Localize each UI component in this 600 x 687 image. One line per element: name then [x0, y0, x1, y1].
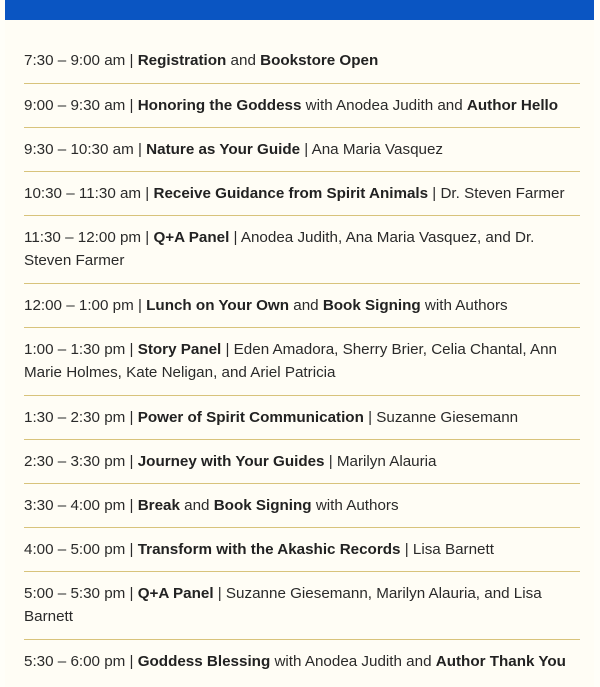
schedule-text: and — [289, 297, 323, 314]
schedule-text: 10:30 – 11:30 am | — [24, 185, 154, 202]
session-title: Book Signing — [322, 297, 421, 314]
schedule-text: and — [179, 497, 214, 514]
schedule-text: and — [226, 52, 261, 69]
session-title: Journey with Your Guides — [137, 453, 325, 470]
schedule-text: with Anodea Judith and — [301, 97, 467, 114]
session-title: Nature as Your Guide — [146, 141, 301, 158]
schedule-text: 3:30 – 4:00 pm | — [24, 497, 138, 514]
schedule-text: | Suzanne Giesemann, Marilyn Alauria, and Lisa Barnett — [24, 585, 542, 625]
schedule-item — [24, 528, 580, 572]
session-title: Receive Guidance from Spirit Animals — [153, 185, 429, 202]
schedule-text: 5:30 – 6:00 pm | — [24, 653, 138, 670]
schedule-text: | Marilyn Alauria — [324, 453, 437, 470]
schedule-text: 5:00 – 5:30 pm | — [24, 585, 138, 602]
schedule-text: | Anodea Judith, Ana Maria Vasquez, and Dr. Steven Farmer — [24, 229, 535, 269]
schedule-item — [24, 216, 580, 284]
schedule-text: with Authors — [420, 297, 508, 314]
schedule-text: 1:30 – 2:30 pm | — [24, 409, 138, 426]
schedule-text: 11:30 – 12:00 pm | — [24, 229, 154, 246]
session-title: Honoring the Goddess — [137, 97, 302, 114]
schedule-text: 9:00 – 9:30 am | — [24, 97, 138, 114]
schedule-text: 12:00 – 1:00 pm | — [24, 297, 147, 314]
session-title: Q+A Panel — [137, 585, 214, 602]
session-title: Story Panel — [137, 341, 222, 358]
session-title: Book Signing — [213, 497, 312, 514]
header-bar — [5, 0, 594, 20]
schedule-text: 7:30 – 9:00 am | — [24, 52, 138, 69]
schedule-list — [24, 40, 580, 684]
schedule-item — [24, 396, 580, 440]
schedule-text: | Eden Amadora, Sherry Brier, Celia Chantal, Ann Marie Holmes, Kate Neligan, and Ariel Patricia — [24, 341, 557, 381]
schedule-panel — [5, 20, 594, 687]
schedule-text: with Authors — [311, 497, 399, 514]
schedule-item — [24, 84, 580, 128]
schedule-item — [24, 128, 580, 172]
schedule-text: 4:00 – 5:00 pm | — [24, 541, 138, 558]
schedule-item — [24, 572, 580, 640]
schedule-item — [24, 328, 580, 396]
schedule-item — [24, 640, 580, 684]
schedule-text: with Anodea Judith and — [270, 653, 436, 670]
schedule-item — [24, 172, 580, 216]
session-title: Author Hello — [466, 97, 559, 114]
session-title: Transform with the Akashic Records — [137, 541, 401, 558]
session-title: Bookstore Open — [260, 52, 379, 69]
schedule-text: | Dr. Steven Farmer — [428, 185, 565, 202]
session-title: Q+A Panel — [153, 229, 230, 246]
schedule-text: 2:30 – 3:30 pm | — [24, 453, 138, 470]
schedule-text: | Suzanne Giesemann — [363, 409, 519, 426]
schedule-text: 9:30 – 10:30 am | — [24, 141, 147, 158]
schedule-item — [24, 484, 580, 528]
session-title: Power of Spirit Communication — [137, 409, 364, 426]
session-title: Lunch on Your Own — [146, 297, 290, 314]
schedule-item — [24, 40, 580, 84]
schedule-item — [24, 440, 580, 484]
schedule-text: | Ana Maria Vasquez — [300, 141, 444, 158]
schedule-item — [24, 284, 580, 328]
session-title: Break — [137, 497, 180, 514]
session-title: Goddess Blessing — [137, 653, 271, 670]
schedule-text: | Lisa Barnett — [400, 541, 494, 558]
session-title: Author Thank You — [435, 653, 566, 670]
schedule-text: 1:00 – 1:30 pm | — [24, 341, 138, 358]
session-title: Registration — [137, 52, 227, 69]
